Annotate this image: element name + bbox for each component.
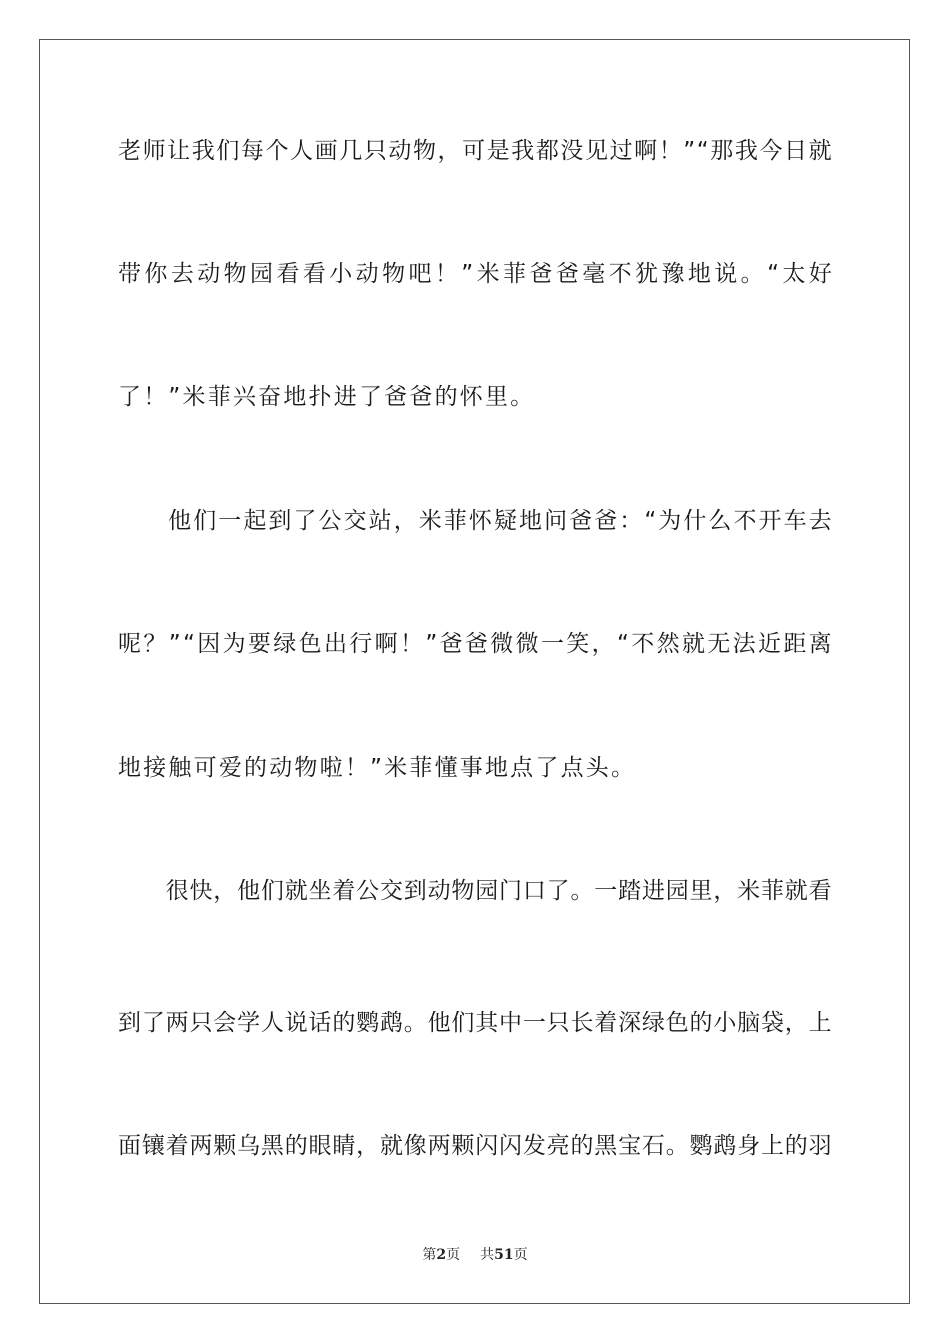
- text-line-5: 呢 ？ ” “ 因 为 要 绿 色 出 行 啊 ！ ” 爸 爸 微 微 一 笑 ， “ 不 然 就 无 法 近 距 离: [118, 631, 832, 657]
- footer-total-prefix: 共: [480, 1247, 495, 1263]
- text-line-4: 他 们 一 起 到 了 公 交 站 ， 米 菲 怀 疑 地 问 爸 爸 ： “ 为 什 么 不 开 车 去: [168, 508, 832, 534]
- page-frame: [39, 39, 910, 1304]
- footer-total-unit: 页: [513, 1247, 528, 1263]
- page-footer: [0, 1244, 950, 1264]
- text-line-8: 到 了 两 只 会 学 人 说 话 的 鹦 鹉 。 他 们 其 中 一 只 长 着 深 绿 色 的 小 脑 袋 ， 上: [118, 1010, 832, 1036]
- text-line-3: 了 ！ ” 米 菲 兴 奋 地 扑 进 了 爸 爸 的 怀 里 。: [118, 384, 536, 410]
- text-line-2: 带 你 去 动 物 园 看 看 小 动 物 吧 ！ ” 米 菲 爸 爸 毫 不 犹 豫 地 说 。 “ 太 好: [118, 261, 832, 287]
- footer-page-prefix: 第: [422, 1247, 437, 1263]
- text-line-9: 面 镶 着 两 颗 乌 黑 的 眼 睛 ， 就 像 两 颗 闪 闪 发 亮 的 黑 宝 石 。 鹦 鹉 身 上 的 羽: [118, 1133, 832, 1159]
- footer-page-total: 51: [494, 1247, 514, 1263]
- footer-page-unit: 页: [446, 1247, 461, 1263]
- text-line-1: 老 师 让 我 们 每 个 人 画 几 只 动 物 ， 可 是 我 都 没 见 过 啊 ！ ” “ 那 我 今 日 就: [118, 138, 832, 164]
- footer-page-current: 2: [436, 1247, 447, 1263]
- text-line-6: 地 接 触 可 爱 的 动 物 啦 ！ ” 米 菲 懂 事 地 点 了 点 头 。: [118, 755, 637, 781]
- text-line-7: 很 快 ， 他 们 就 坐 着 公 交 到 动 物 园 门 口 了 。 一 踏 进 园 里 ， 米 菲 就 看: [165, 878, 832, 904]
